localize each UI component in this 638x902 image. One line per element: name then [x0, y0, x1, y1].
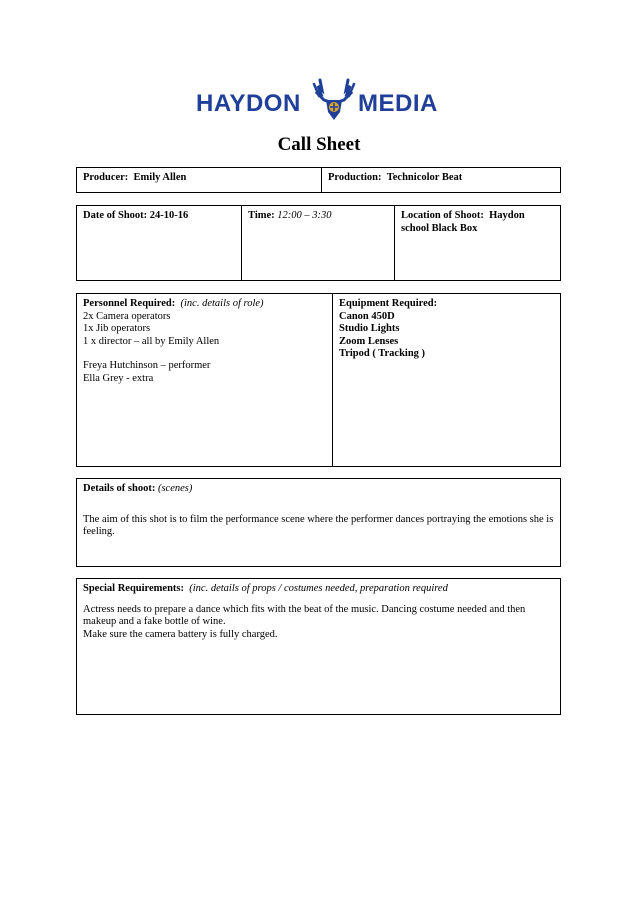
- location-value-1: Haydon: [489, 210, 525, 221]
- personnel-line: Ella Grey - extra: [83, 372, 154, 384]
- personnel-note: (inc. details of role): [180, 298, 264, 309]
- special-text-line: makeup and a fake bottle of wine.: [83, 616, 226, 627]
- location-cell: [394, 206, 560, 280]
- personnel-line: 2x Camera operators: [83, 310, 171, 322]
- date-time-location-row: [76, 205, 561, 281]
- stag-head-icon: [310, 76, 358, 122]
- time-cell: [241, 206, 394, 280]
- special-label: Special Requirements:: [83, 583, 185, 594]
- personnel-label: Personnel Required:: [83, 298, 176, 309]
- equipment-cell: [332, 294, 560, 466]
- producer-production-row: [76, 167, 561, 193]
- equipment-label: Equipment Required:: [339, 298, 438, 309]
- special-note: (inc. details of props / costumes needed, preparation required: [189, 583, 448, 594]
- producer-value: Emily Allen: [133, 172, 187, 183]
- special-cell: [77, 579, 560, 714]
- date-cell: [77, 206, 241, 280]
- date-label: Date of Shoot:: [83, 210, 148, 221]
- producer-cell: [77, 168, 321, 192]
- date-value: 24-10-16: [149, 210, 189, 221]
- details-cell: [77, 479, 560, 566]
- producer-label: Producer:: [83, 172, 129, 183]
- production-value: Technicolor Beat: [386, 172, 463, 183]
- equipment-item: Studio Lights: [339, 323, 400, 334]
- production-cell: [321, 168, 560, 192]
- personnel-line: Freya Hutchinson – performer: [83, 360, 211, 371]
- page-title: Call Sheet: [277, 134, 361, 155]
- equipment-item: Tripod ( Tracking ): [339, 348, 426, 359]
- logo-text-right: MEDIA: [358, 90, 438, 117]
- details-text: The aim of this shot is to film the performance scene where the performer dances portraying the emotions she is feeling.: [83, 513, 556, 537]
- details-row: [76, 478, 561, 567]
- location-label: Location of Shoot:: [401, 210, 484, 221]
- time-label: Time:: [248, 210, 275, 221]
- personnel-line: 1 x director – all by Emily Allen: [83, 335, 220, 347]
- details-note: (scenes): [157, 483, 193, 494]
- details-label: Details of shoot:: [83, 483, 156, 494]
- time-value: 12:00 – 3:30: [277, 210, 332, 221]
- special-text-line: Actress needs to prepare a dance which fits with the beat of the music. Dancing costume needed and then: [83, 603, 526, 615]
- special-requirements-row: [76, 578, 561, 715]
- logo-text-left: HAYDON: [196, 90, 301, 117]
- personnel-equipment-row: [76, 293, 561, 467]
- production-label: Production:: [328, 172, 382, 183]
- equipment-item: Canon 450D: [339, 310, 395, 322]
- location-value-2: school Black Box: [401, 222, 478, 234]
- special-text-line: Make sure the camera battery is fully charged.: [83, 628, 278, 640]
- company-logo: [0, 72, 638, 122]
- personnel-cell: [77, 294, 332, 466]
- personnel-line: 1x Jib operators: [83, 323, 151, 334]
- equipment-item: Zoom Lenses: [339, 335, 399, 347]
